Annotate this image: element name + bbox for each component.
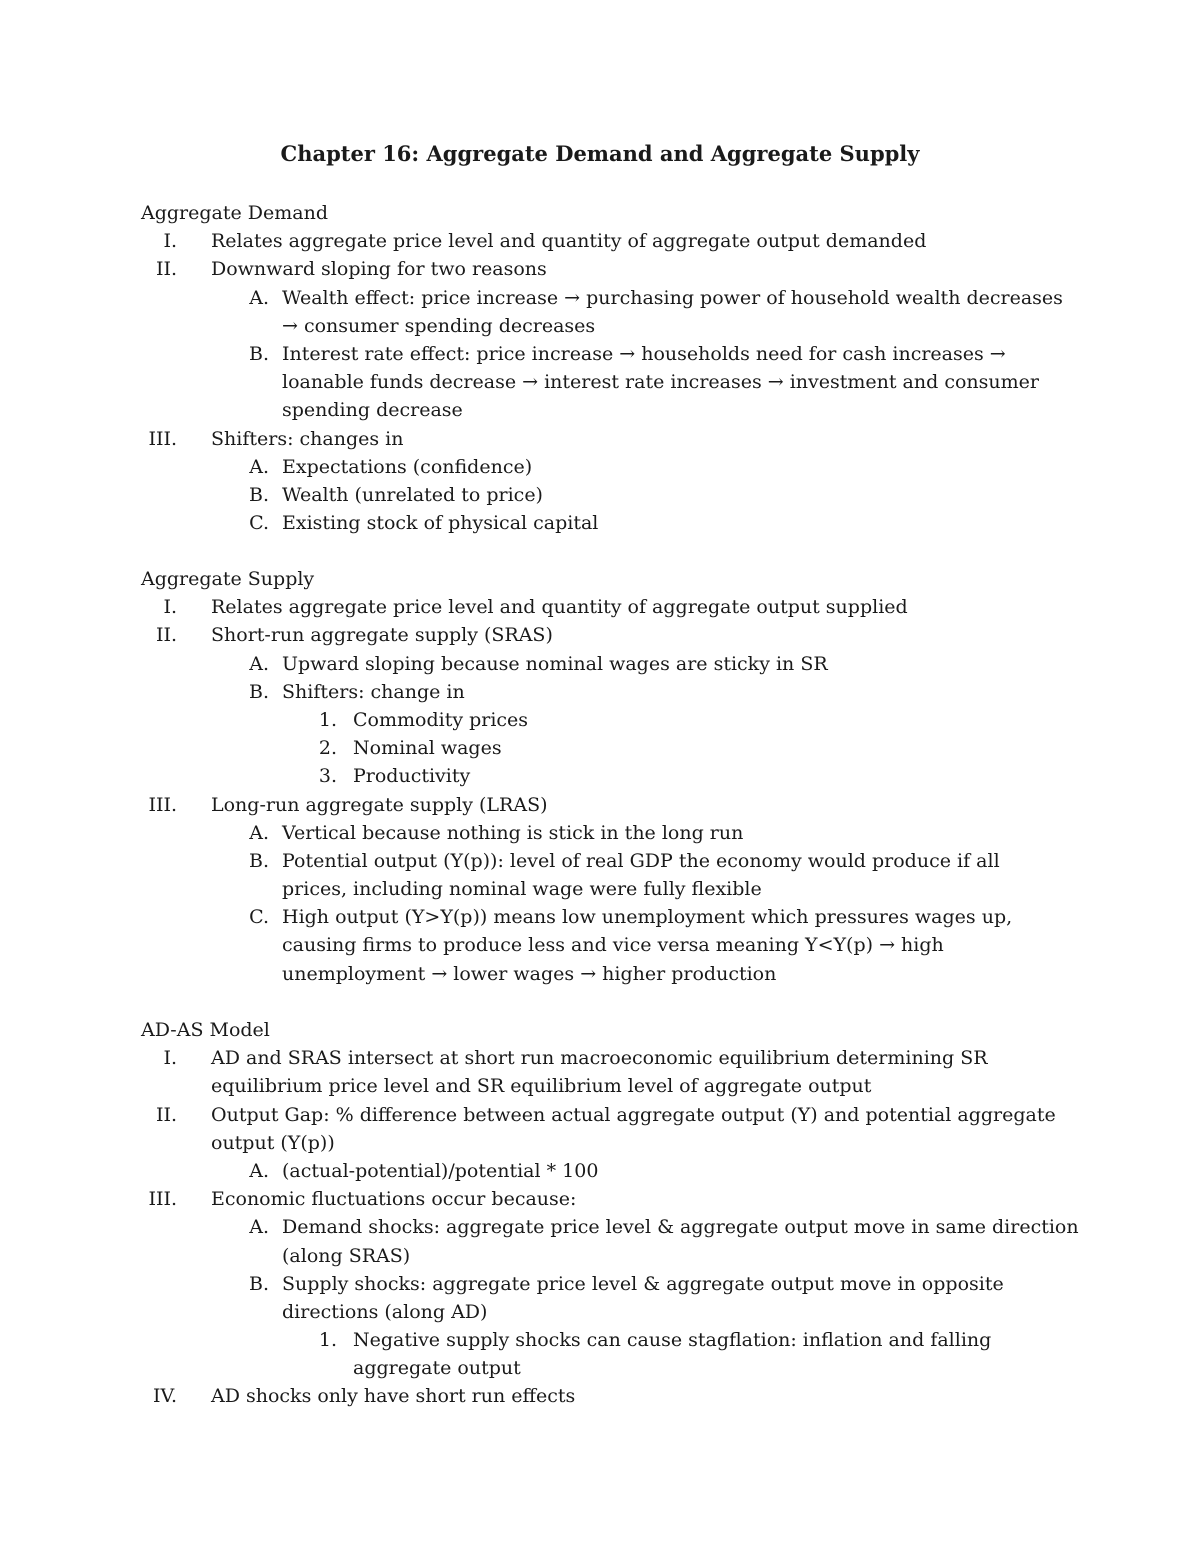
outline-text: Wealth effect: price increase → purchasing power of household wealth decreases — [282, 286, 1063, 309]
outline-marker: I. — [163, 1047, 177, 1070]
outline-text: directions (along AD) — [282, 1300, 488, 1323]
outline-text: Supply shocks: aggregate price level & aggregate output move in opposite — [282, 1272, 1004, 1295]
outline-line — [141, 1382, 1081, 1410]
outline-text: spending decrease — [282, 399, 463, 422]
outline-line — [141, 1213, 1081, 1241]
outline-line — [141, 706, 1081, 734]
outline-text: (along SRAS) — [282, 1244, 411, 1267]
section-aggregate-demand — [141, 199, 1081, 537]
outline-text: AD shocks only have short run effects — [211, 1385, 576, 1408]
outline-line — [141, 593, 1081, 621]
outline-text: Relates aggregate price level and quantity of aggregate output demanded — [211, 230, 927, 253]
outline-text: equilibrium price level and SR equilibrium level of aggregate output — [211, 1075, 872, 1098]
outline-line — [141, 960, 1081, 988]
outline-text: Shifters: changes in — [211, 427, 404, 450]
outline-text: Nominal wages — [353, 737, 502, 760]
outline-line — [141, 1354, 1081, 1382]
outline-text: Interest rate effect: price increase → households need for cash increases → — [282, 342, 1006, 365]
outline-text: prices, including nominal wage were fully flexible — [282, 878, 762, 901]
outline-line — [141, 819, 1081, 847]
outline-text: (actual-potential)/potential * 100 — [282, 1159, 599, 1182]
section-aggregate-supply — [141, 565, 1081, 988]
outline-marker: C. — [249, 512, 269, 535]
outline-line — [141, 255, 1081, 283]
outline-marker: 2. — [318, 737, 337, 760]
outline-line — [141, 425, 1081, 453]
outline-text: Long-run aggregate supply (LRAS) — [211, 793, 548, 816]
outline-marker: A. — [249, 286, 269, 309]
outline-line — [141, 1270, 1081, 1298]
outline-line — [141, 903, 1081, 931]
outline-text: Productivity — [353, 765, 471, 788]
outline-marker: III. — [148, 427, 177, 450]
outline-line — [141, 650, 1081, 678]
outline-text: aggregate output — [353, 1357, 521, 1380]
outline-line — [141, 453, 1081, 481]
outline-line — [141, 284, 1081, 312]
outline-text: Negative supply shocks can cause stagflation: inflation and falling — [353, 1329, 992, 1352]
outline-line — [141, 481, 1081, 509]
outline-line — [141, 791, 1081, 819]
outline-line — [141, 368, 1081, 396]
outline-marker: I. — [163, 596, 177, 619]
outline-line — [141, 509, 1081, 537]
outline-text: Economic fluctuations occur because: — [211, 1188, 577, 1211]
outline-line — [141, 396, 1081, 424]
outline-line — [141, 1185, 1081, 1213]
section-heading-text: AD-AS Model — [141, 1019, 270, 1041]
outline-text: output (Y(p)) — [211, 1131, 335, 1154]
outline-line — [141, 227, 1081, 255]
outline-text: Vertical because nothing is stick in the long run — [282, 821, 744, 844]
outline-marker: III. — [148, 793, 177, 816]
page-title: Chapter 16: Aggregate Demand and Aggregate Supply — [280, 141, 920, 166]
outline-marker: III. — [148, 1188, 177, 1211]
outline-marker: II. — [155, 624, 177, 647]
section-heading — [141, 199, 1081, 227]
outline-marker: II. — [155, 1103, 177, 1126]
outline-marker: A. — [249, 652, 269, 675]
outline-line — [141, 1044, 1081, 1072]
outline-marker: A. — [249, 821, 269, 844]
outline-text: Wealth (unrelated to price) — [282, 483, 543, 506]
outline-text: unemployment → lower wages → higher production — [282, 962, 777, 985]
outline-text: Demand shocks: aggregate price level & aggregate output move in same direction — [282, 1216, 1079, 1239]
outline-marker: A. — [249, 1159, 269, 1182]
outline-line — [141, 1326, 1081, 1354]
outline-marker: B. — [248, 849, 269, 872]
outline-text: Upward sloping because nominal wages are sticky in SR — [282, 652, 828, 675]
outline-marker: A. — [249, 1216, 269, 1239]
outline-text: Commodity prices — [353, 708, 529, 731]
outline-marker: B. — [248, 342, 269, 365]
outline-marker: I. — [163, 230, 177, 253]
outline-text: Existing stock of physical capital — [282, 512, 599, 535]
outline-marker: B. — [248, 1272, 269, 1295]
outline-text: loanable funds decrease → interest rate increases → investment and consumer — [282, 371, 1039, 394]
outline-line — [141, 1157, 1081, 1185]
outline-line — [141, 1298, 1081, 1326]
outline-text: Expectations (confidence) — [282, 455, 533, 478]
section-heading — [141, 565, 1081, 593]
outline-text: Downward sloping for two reasons — [211, 258, 547, 281]
outline-text: causing firms to produce less and vice versa meaning Y<Y(p) → high — [282, 934, 944, 957]
outline-text: AD and SRAS intersect at short run macroeconomic equilibrium determining SR — [211, 1047, 988, 1070]
outline-marker: C. — [249, 906, 269, 929]
outline-marker: IV. — [153, 1385, 177, 1408]
section-heading-text: Aggregate Demand — [141, 202, 329, 224]
outline-line — [141, 621, 1081, 649]
outline-text: → consumer spending decreases — [282, 314, 596, 337]
outline-line — [141, 762, 1081, 790]
outline-marker: A. — [249, 455, 269, 478]
outline-line — [141, 1129, 1081, 1157]
outline-marker: II. — [155, 258, 177, 281]
section-ad-as-model — [141, 1016, 1081, 1411]
outline-line — [141, 678, 1081, 706]
outline-text: Shifters: change in — [282, 680, 465, 703]
outline-line — [141, 1242, 1081, 1270]
outline-marker: 1. — [318, 1329, 337, 1352]
outline-line — [141, 312, 1081, 340]
section-heading-text: Aggregate Supply — [141, 568, 315, 590]
outline-line — [141, 734, 1081, 762]
outline-marker: 3. — [318, 765, 337, 788]
outline-line — [141, 847, 1081, 875]
outline-marker: 1. — [318, 708, 337, 731]
outline-text: Relates aggregate price level and quantity of aggregate output supplied — [211, 596, 908, 619]
section-heading — [141, 1016, 1081, 1044]
outline-line — [141, 1101, 1081, 1129]
outline-text: High output (Y>Y(p)) means low unemployment which pressures wages up, — [282, 906, 1013, 929]
outline-line — [141, 340, 1081, 368]
outline-marker: B. — [248, 680, 269, 703]
outline-line — [141, 875, 1081, 903]
outline-line — [141, 1072, 1081, 1100]
outline-text: Short-run aggregate supply (SRAS) — [211, 624, 553, 647]
outline-marker: B. — [248, 483, 269, 506]
outline-text: Output Gap: % difference between actual aggregate output (Y) and potential aggregate — [211, 1103, 1056, 1126]
outline-text: Potential output (Y(p)): level of real GDP the economy would produce if all — [282, 849, 1000, 872]
outline-line — [141, 931, 1081, 959]
